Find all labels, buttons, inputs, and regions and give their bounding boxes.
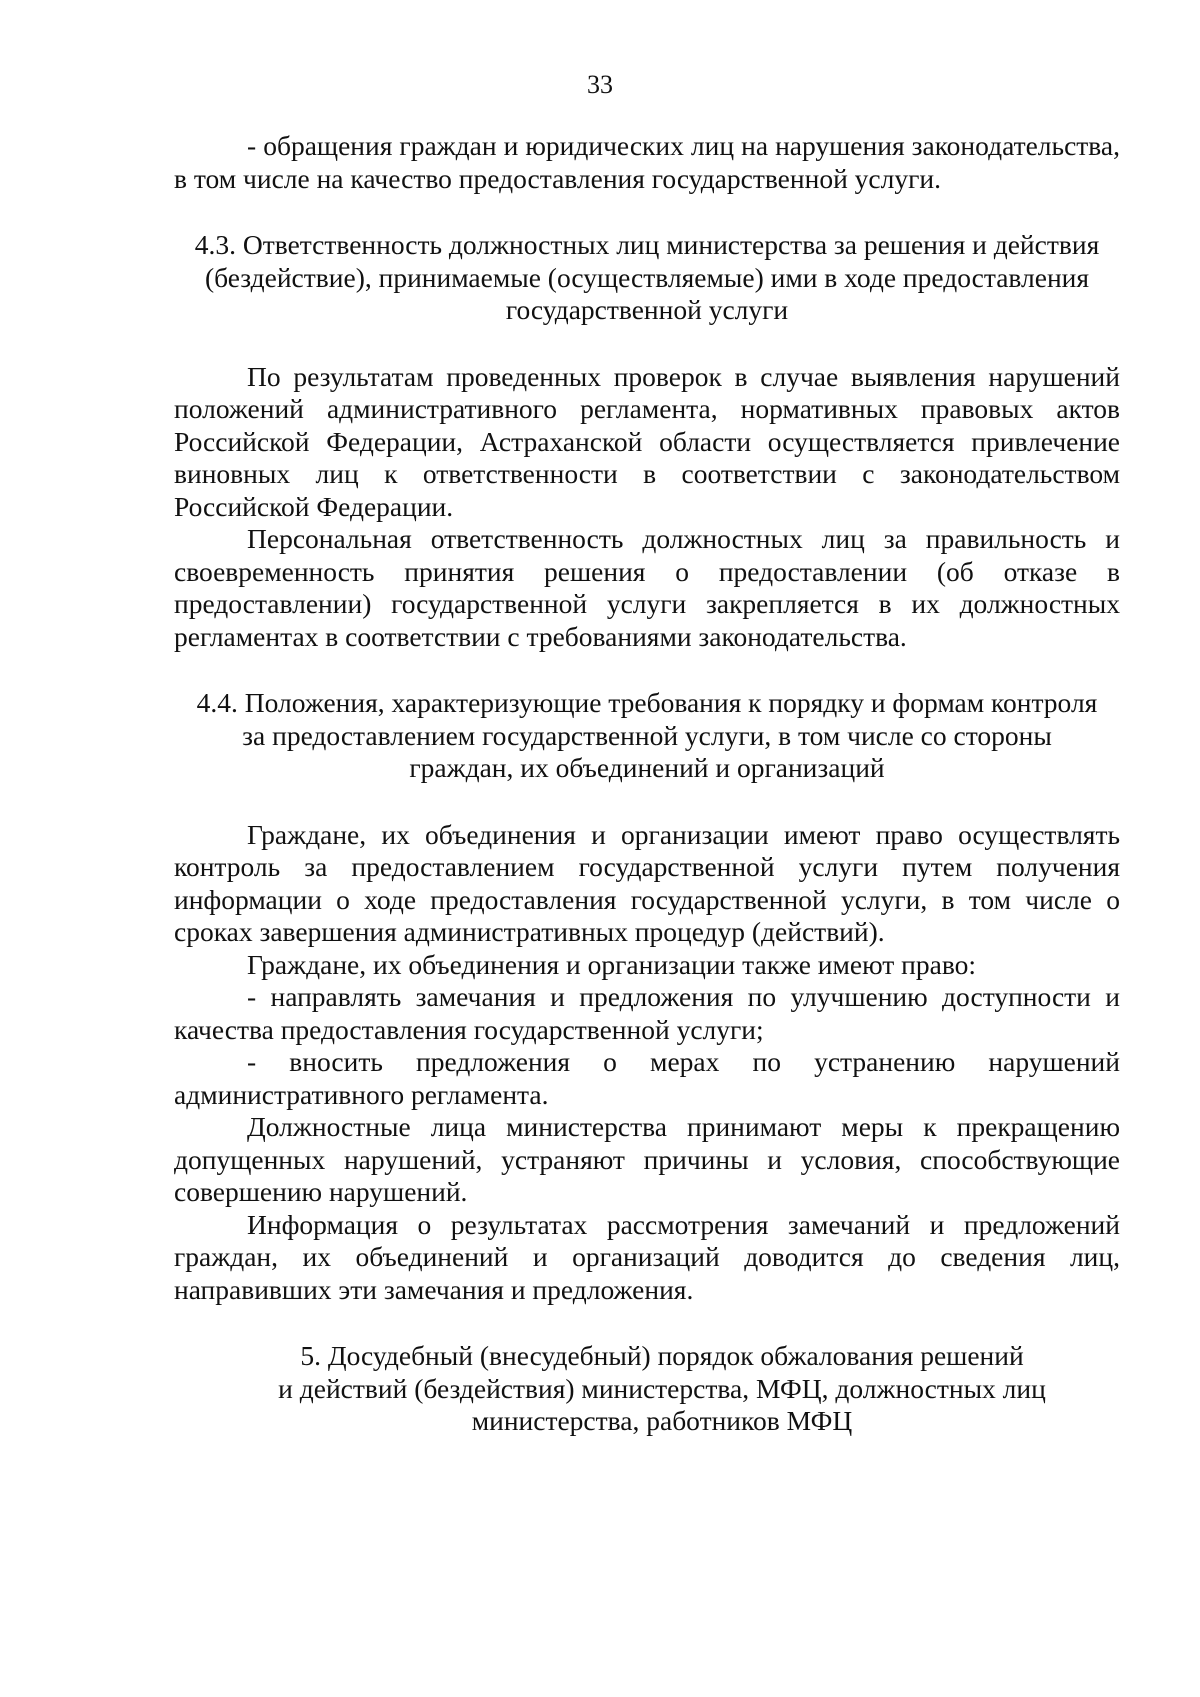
- heading-line: 4.4. Положения, характеризующие требования к порядку и формам контроля: [196, 687, 1098, 718]
- page-number: 33: [587, 70, 613, 99]
- heading-line: 5. Досудебный (внесудебный) порядок обжалования решений: [300, 1340, 1024, 1371]
- section-4-4-paragraph: Должностные лица министерства принимают меры к прекращению допущенных нарушений, устраняют причины и условия, способствующие совершению нарушений.: [174, 1111, 1120, 1207]
- section-4-3-paragraph: Персональная ответственность должностных лиц за правильность и своевременность принятия решения о предоставлении (об отказе в предоставлении) государственной услуги закрепляется в их должностных регламентах в соответствии с требованиями законодательства.: [174, 523, 1120, 652]
- section-4-3-heading: [174, 229, 1120, 327]
- section-4-4-paragraph: Информация о результатах рассмотрения замечаний и предложений граждан, их объединений и организаций доводится до сведения лиц, направивших эти замечания и предложения.: [174, 1208, 1120, 1305]
- spacer: [174, 327, 1120, 361]
- section-4-3-paragraph: По результатам проведенных проверок в случае выявления нарушений положений административного регламента, нормативных правовых актов Российской Федерации, Астраханской области осуществляется привлечение виновных лиц к ответственности в соответствии с законодательством Российской Федерации.: [174, 360, 1120, 522]
- spacer: [174, 195, 1120, 229]
- spacer: [174, 785, 1120, 819]
- intro-paragraph: - обращения граждан и юридических лиц на нарушения законодательства, в том числе на качество предоставления государственной услуги.: [174, 130, 1120, 194]
- section-4-4-heading: [174, 687, 1120, 785]
- section-4-4-paragraph: Граждане, их объединения и организации имеют право осуществлять контроль за предоставлением государственной услуги путем получения информации о ходе предоставления государственной услуги, в том числе о сроках завершения административных процедур (действий).: [174, 818, 1120, 947]
- spacer: [174, 653, 1120, 687]
- heading-line: министерства, работников МФЦ: [471, 1405, 853, 1436]
- section-5-heading: [224, 1340, 1100, 1438]
- section-4-4-list-item: - вносить предложения о мерах по устранению нарушений административного регламента.: [174, 1046, 1120, 1110]
- section-4-4-paragraph: Граждане, их объединения и организации также имеют право:: [247, 948, 977, 980]
- heading-line: (бездействие), принимаемые (осуществляемые) ими в ходе предоставления: [204, 261, 1090, 293]
- heading-line: граждан, их объединений и организаций: [409, 752, 885, 783]
- heading-line: и действий (бездействия) министерства, МФЦ, должностных лиц: [278, 1372, 1046, 1404]
- section-4-4-list-item: - направлять замечания и предложения по улучшению доступности и качества предоставления государственной услуги;: [174, 981, 1120, 1045]
- heading-line: государственной услуги: [505, 294, 789, 325]
- page-content: [174, 130, 1120, 1438]
- spacer: [174, 1306, 1120, 1340]
- heading-line: 4.3. Ответственность должностных лиц министерства за решения и действия: [194, 229, 1100, 260]
- heading-line: за предоставлением государственной услуги, в том числе со стороны: [242, 719, 1052, 751]
